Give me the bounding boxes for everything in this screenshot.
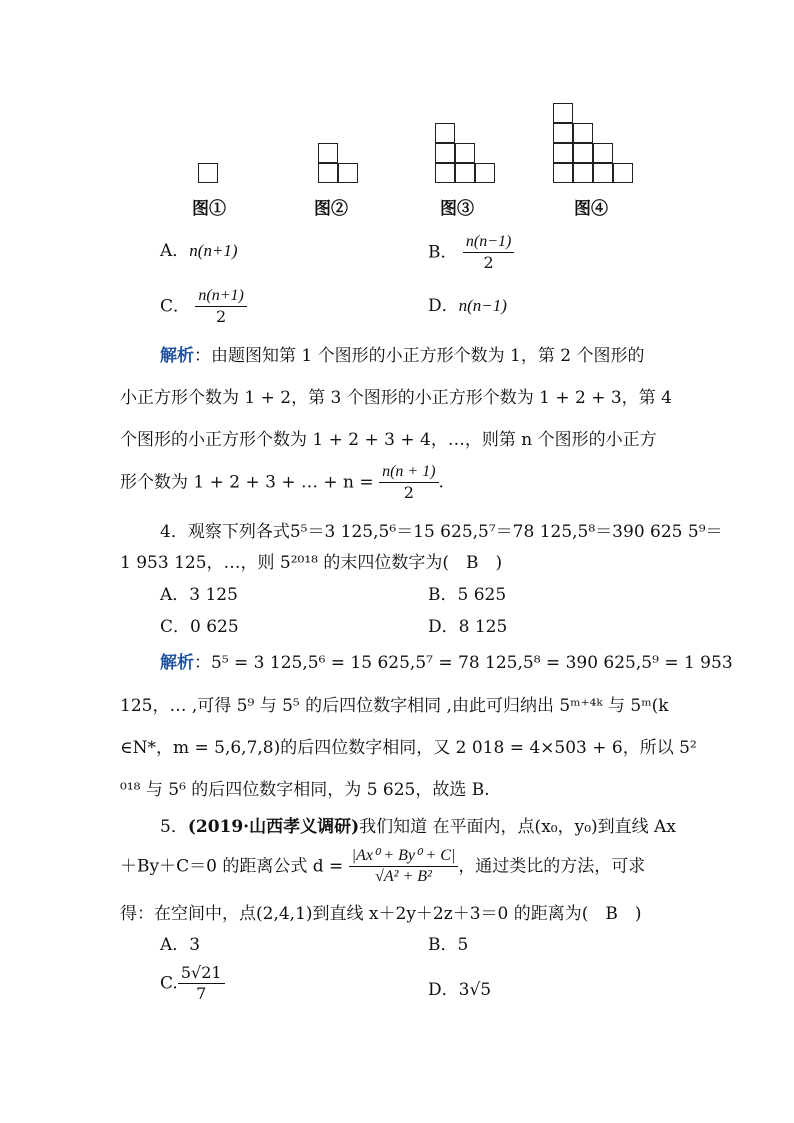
figure-caption-4: 图④ — [574, 199, 608, 219]
q3-option-a: A．n(n+1) — [160, 241, 238, 261]
figure-caption-2: 图② — [314, 199, 348, 219]
q3-solution-line-4: 形个数为 1 + 2 + 3 + … + n = $\frac{n(n + 1)}{2}$ . — [120, 463, 444, 502]
q4-solution-line-2: 125，… ,可得 5⁹ 与 5⁵ 的后四位数字相同 ,由此可归纳出 5ᵐ⁺⁴ᵏ 与 5ᵐ(k — [120, 696, 669, 716]
q4-option-d: D．8 125 — [428, 617, 508, 637]
q4-stem-line-1: 4．观察下列各式5⁵＝3 125,5⁶＝15 625,5⁷＝78 125,5⁸＝390 625 5⁹＝ — [160, 522, 723, 542]
q5-stem-line-2: ＋By＋C＝0 的距离公式 d = $\frac{\text{|Ax⁰ + By⁰ + C|}}{\text{√A² + B²}}$ ，通过类比的方法，可求 — [120, 847, 646, 885]
q3-solution-line-2: 小正方形个数为 1 + 2，第 3 个图形的小正方形个数为 1 + 2 + 3，第 4 — [120, 388, 672, 408]
q5-stem-line-1: 5．(2019·山西孝义调研)我们知道 在平面内，点(x₀，y₀)到直线 Ax — [160, 817, 676, 837]
q4-option-b: B．5 625 — [428, 585, 507, 605]
q5-option-c: C. $\frac{5√21}{7}$ — [160, 963, 225, 1004]
q3-solution-line-1: 解析：由题图知第 1 个图形的小正方形个数为 1，第 2 个图形的 — [160, 346, 645, 366]
q4-solution-line-1: 解析：5⁵ = 3 125,5⁶ = 15 625,5⁷ = 78 125,5⁸ = 390 625,5⁹ = 1 953 — [160, 653, 733, 673]
figure-caption-3: 图③ — [440, 199, 474, 219]
q3-option-c: C． $\frac{n(n+1)}{2}$ — [160, 286, 247, 327]
q5-stem-line-3: 得：在空间中，点(2,4,1)到直线 x＋2y＋2z＋3＝0 的距离为( B ) — [120, 904, 642, 924]
q3-solution-line-3: 个图形的小正方形个数为 1 + 2 + 3 + 4，…，则第 n 个图形的小正方 — [120, 430, 657, 450]
q5-option-d: D．3√5 — [428, 980, 492, 1000]
q4-solution-line-4: ⁰¹⁸ 与 5⁶ 的后四位数字相同，为 5 625，故选 B. — [120, 780, 490, 800]
figure-caption-1: 图① — [192, 199, 226, 219]
q3-option-b: B． $\frac{n(n-1)}{2}$ — [428, 232, 514, 273]
q4-option-c: C．0 625 — [160, 617, 239, 637]
q4-option-a: A．3 125 — [160, 585, 238, 605]
q5-option-b: B．5 — [428, 935, 469, 955]
q3-option-d: D．n(n−1) — [428, 296, 507, 316]
q5-option-a: A．3 — [160, 935, 201, 955]
q4-stem-line-2: 1 953 125，…，则 5²⁰¹⁸ 的末四位数字为( B ) — [120, 553, 503, 573]
q4-solution-line-3: ∈N*，m = 5,6,7,8)的后四位数字相同，又 2 018 = 4×503 + 6，所以 5² — [120, 738, 697, 758]
